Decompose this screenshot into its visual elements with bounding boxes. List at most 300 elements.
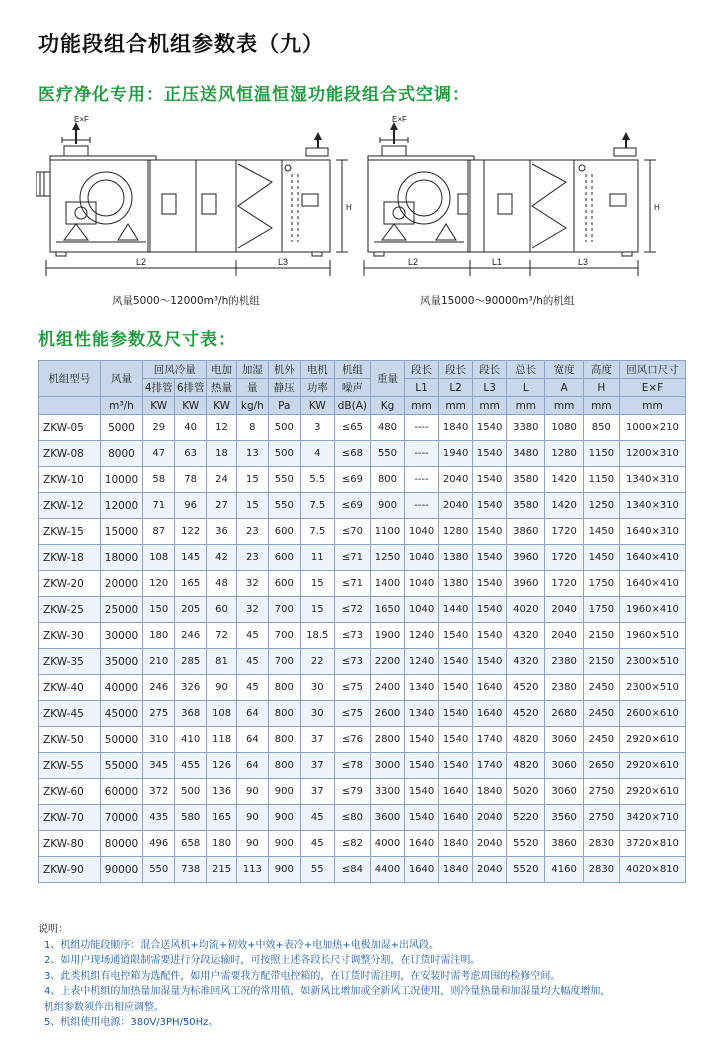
table-cell: 1740 — [473, 727, 507, 753]
table-cell: 1450 — [583, 545, 619, 571]
table-cell: 145 — [175, 545, 207, 571]
table-cell: 1840 — [439, 831, 473, 857]
col-noise-2: 噪声 — [334, 379, 370, 397]
table-cell: 1450 — [583, 519, 619, 545]
table-cell: 1640 — [439, 779, 473, 805]
table-cell: 5000 — [100, 415, 143, 441]
table-cell: 45000 — [100, 701, 143, 727]
table-cell: 1840 — [473, 779, 507, 805]
table-cell: 126 — [207, 753, 237, 779]
col-l3-2: L3 — [473, 379, 507, 397]
model-cell: ZKW-55 — [39, 753, 101, 779]
table-cell: 2040 — [473, 831, 507, 857]
note-item: 机组参数须作出相应调整。 — [44, 1001, 164, 1013]
table-cell: 15 — [300, 597, 334, 623]
table-cell: 24 — [207, 467, 237, 493]
note-item: 3、此类机组有电控箱为选配件，如用户需要我方配带电控箱的，在订货时需注明，在安装时需考虑周围的检修空间。 — [44, 970, 561, 982]
table-cell: 1420 — [545, 467, 583, 493]
l2-label: L2 — [136, 257, 147, 267]
model-cell: ZKW-05 — [39, 415, 101, 441]
table-cell: 1640 — [439, 805, 473, 831]
table-cell: 1960×510 — [619, 623, 685, 649]
table-row — [39, 597, 686, 623]
table-cell: 1100 — [370, 519, 404, 545]
table-cell: 30 — [300, 675, 334, 701]
table-cell: ≤72 — [334, 597, 370, 623]
table-cell: 700 — [268, 649, 300, 675]
table-cell: 2150 — [583, 649, 619, 675]
table-cell: 81 — [207, 649, 237, 675]
table-cell: 90 — [236, 779, 268, 805]
model-cell: ZKW-35 — [39, 649, 101, 675]
table-cell: 2450 — [583, 675, 619, 701]
unit-heat: KW — [207, 397, 237, 415]
unit-exf: mm — [619, 397, 685, 415]
model-cell: ZKW-15 — [39, 519, 101, 545]
table-cell: 550 — [268, 467, 300, 493]
table-cell: 1540 — [405, 779, 439, 805]
table-cell: 113 — [236, 857, 268, 883]
table-cell: 2400 — [370, 675, 404, 701]
col-l1-2: L1 — [405, 379, 439, 397]
table-cell: 4 — [300, 441, 334, 467]
table-cell: 15 — [236, 493, 268, 519]
note-item: 1、机组功能段顺序：混合送风机+均流+初效+中效+表冷+电加热+电极加湿+出风段。 — [44, 939, 440, 951]
table-cell: 1540 — [473, 571, 507, 597]
table-cell: 480 — [370, 415, 404, 441]
table-cell: 108 — [143, 545, 175, 571]
table-cell: 90000 — [100, 857, 143, 883]
table-cell: 1340×310 — [619, 493, 685, 519]
table-cell: 1640×410 — [619, 571, 685, 597]
col-w-2: A — [545, 379, 583, 397]
col-w: 宽度 — [545, 361, 583, 379]
table-cell: 1420 — [545, 493, 583, 519]
table-cell: 738 — [175, 857, 207, 883]
model-cell: ZKW-40 — [39, 675, 101, 701]
table-row — [39, 493, 686, 519]
table-cell: 1540 — [473, 545, 507, 571]
table-cell: 2680 — [545, 701, 583, 727]
table-cell: 1540 — [473, 519, 507, 545]
table-cell: 3560 — [545, 805, 583, 831]
table-cell: ≤75 — [334, 701, 370, 727]
table-cell: 4820 — [507, 753, 545, 779]
table-cell: 3060 — [545, 753, 583, 779]
table-cell: 2750 — [583, 779, 619, 805]
table-cell: 1400 — [370, 571, 404, 597]
table-cell: 1000×210 — [619, 415, 685, 441]
table-cell: 47 — [143, 441, 175, 467]
table-cell: 2600 — [370, 701, 404, 727]
table-cell: 4320 — [507, 649, 545, 675]
table-cell: 600 — [268, 545, 300, 571]
table-cell: 2920×610 — [619, 727, 685, 753]
table-cell: 1540 — [473, 467, 507, 493]
table-cell: 4020 — [507, 597, 545, 623]
table-row — [39, 519, 686, 545]
table-cell: 64 — [236, 727, 268, 753]
table-cell: 150 — [143, 597, 175, 623]
table-cell: 3580 — [507, 467, 545, 493]
table-cell: 15 — [300, 571, 334, 597]
table-cell: 2380 — [545, 675, 583, 701]
model-cell: ZKW-08 — [39, 441, 101, 467]
table-cell: 70000 — [100, 805, 143, 831]
table-cell: 1240 — [405, 649, 439, 675]
table-cell: 700 — [268, 597, 300, 623]
table-cell: 122 — [175, 519, 207, 545]
table-cell: 1540 — [473, 623, 507, 649]
table-cell: 32 — [236, 571, 268, 597]
table-cell: 800 — [370, 467, 404, 493]
table-row — [39, 675, 686, 701]
table-cell: 3000 — [370, 753, 404, 779]
unit-l2: mm — [439, 397, 473, 415]
table-cell: 1540 — [405, 727, 439, 753]
table-cell: 3860 — [545, 831, 583, 857]
table-cell: 800 — [268, 675, 300, 701]
table-cell: ≤79 — [334, 779, 370, 805]
table-cell: 7.5 — [300, 493, 334, 519]
model-cell: ZKW-70 — [39, 805, 101, 831]
table-cell: 1900 — [370, 623, 404, 649]
note-item: 2、如用户现场通道限制需要进行分段运输时，可按照上述各段长尺寸调整分割，在订货时需注明。 — [44, 955, 481, 966]
table-cell: 3060 — [545, 727, 583, 753]
unit-airflow: m³/h — [100, 397, 143, 415]
table-cell: 1750 — [583, 571, 619, 597]
page-subtitle: 医疗净化专用：正压送风恒温恒湿功能段组合式空调： — [38, 85, 470, 105]
table-cell: 45 — [236, 675, 268, 701]
table-cell: 1540 — [405, 805, 439, 831]
table-cell: 165 — [175, 571, 207, 597]
table-cell: 72 — [207, 623, 237, 649]
h-label: H — [654, 203, 660, 212]
table-cell: ---- — [405, 493, 439, 519]
table-cell: 29 — [143, 415, 175, 441]
table-cell: 64 — [236, 701, 268, 727]
table-cell: 1640×410 — [619, 545, 685, 571]
table-cell: 23 — [236, 519, 268, 545]
table-cell: 165 — [207, 805, 237, 831]
table-row — [39, 441, 686, 467]
table-cell: 435 — [143, 805, 175, 831]
table-cell: 18000 — [100, 545, 143, 571]
table-cell: 5520 — [507, 857, 545, 883]
table-cell: 500 — [175, 779, 207, 805]
col-exf: 回风口尺寸 — [619, 361, 685, 379]
table-cell: ≤73 — [334, 623, 370, 649]
table-cell: 310 — [143, 727, 175, 753]
table-cell: 27 — [207, 493, 237, 519]
table-cell: 410 — [175, 727, 207, 753]
model-cell: ZKW-90 — [39, 857, 101, 883]
table-cell: 1540 — [473, 415, 507, 441]
table-row — [39, 831, 686, 857]
col-l2-2: L2 — [439, 379, 473, 397]
table-cell: 11 — [300, 545, 334, 571]
col-h-2: H — [583, 379, 619, 397]
table-cell: 1640×310 — [619, 519, 685, 545]
table-cell: 550 — [268, 493, 300, 519]
model-cell: ZKW-60 — [39, 779, 101, 805]
table-cell: 4520 — [507, 701, 545, 727]
table-cell: 1540 — [439, 753, 473, 779]
table-cell: ≤69 — [334, 467, 370, 493]
unit-model — [39, 397, 101, 415]
table-cell: 3380 — [507, 415, 545, 441]
table-cell: 5220 — [507, 805, 545, 831]
table-cell: 1380 — [439, 545, 473, 571]
table-cell: 285 — [175, 649, 207, 675]
table-cell: 30 — [300, 701, 334, 727]
table-cell: 25000 — [100, 597, 143, 623]
unit-l: mm — [507, 397, 545, 415]
l3-label: L3 — [578, 257, 589, 267]
model-cell: ZKW-30 — [39, 623, 101, 649]
col-weight: 重量 — [370, 361, 404, 397]
table-cell: 4020×810 — [619, 857, 685, 883]
table-cell: 580 — [175, 805, 207, 831]
table-cell: 1040 — [405, 571, 439, 597]
col-sp-2: 静压 — [268, 379, 300, 397]
table-cell: 4320 — [507, 623, 545, 649]
table-cell: 4400 — [370, 857, 404, 883]
table-cell: 40 — [175, 415, 207, 441]
col-cooling: 回风冷量 — [143, 361, 207, 379]
table-cell: ≤76 — [334, 727, 370, 753]
table-cell: 500 — [268, 441, 300, 467]
table-cell: 118 — [207, 727, 237, 753]
table-cell: 2040 — [545, 623, 583, 649]
exf-label: E×F — [392, 115, 407, 124]
table-cell: 22 — [300, 649, 334, 675]
table-cell: 1540 — [473, 493, 507, 519]
table-cell: 90 — [236, 831, 268, 857]
table-cell: 3480 — [507, 441, 545, 467]
table-cell: 205 — [175, 597, 207, 623]
col-sp: 机外 — [268, 361, 300, 379]
table-cell: 3960 — [507, 571, 545, 597]
col-hum-2: 量 — [236, 379, 268, 397]
table-row — [39, 753, 686, 779]
table-row — [39, 701, 686, 727]
table-cell: ≤71 — [334, 545, 370, 571]
table-cell: 20000 — [100, 571, 143, 597]
table-cell: 15000 — [100, 519, 143, 545]
table-cell: 55 — [300, 857, 334, 883]
col-heat-2: 热量 — [207, 379, 237, 397]
table-row — [39, 779, 686, 805]
table-cell: 1280 — [439, 519, 473, 545]
table-cell: 1340×310 — [619, 467, 685, 493]
table-cell: 496 — [143, 831, 175, 857]
table-cell: 78 — [175, 467, 207, 493]
exf-label: E×F — [74, 115, 89, 124]
unit-sp: Pa — [268, 397, 300, 415]
table-cell: 1540 — [439, 701, 473, 727]
header-row-1 — [39, 361, 686, 379]
table-cell: 210 — [143, 649, 175, 675]
table-cell: 1280 — [545, 441, 583, 467]
table-cell: 108 — [207, 701, 237, 727]
table-cell: 45 — [236, 623, 268, 649]
table-cell: 136 — [207, 779, 237, 805]
table-cell: 35000 — [100, 649, 143, 675]
unit-l1: mm — [405, 397, 439, 415]
table-cell: 500 — [268, 415, 300, 441]
table-cell: 10000 — [100, 467, 143, 493]
table-cell: 3720×810 — [619, 831, 685, 857]
table-cell: 2830 — [583, 857, 619, 883]
table-cell: 180 — [143, 623, 175, 649]
notes — [38, 922, 610, 1031]
col-airflow: 风量 — [100, 361, 143, 397]
table-row — [39, 415, 686, 441]
table-cell: 900 — [268, 831, 300, 857]
table-cell: 1720 — [545, 545, 583, 571]
table-cell: 1640 — [405, 831, 439, 857]
table-cell: 3 — [300, 415, 334, 441]
unit-w: mm — [545, 397, 583, 415]
unit-motor: KW — [300, 397, 334, 415]
table-cell: 275 — [143, 701, 175, 727]
section-title: 机组性能参数及尺寸表： — [38, 330, 236, 350]
table-cell: 372 — [143, 779, 175, 805]
table-cell: 8000 — [100, 441, 143, 467]
table-cell: ≤68 — [334, 441, 370, 467]
table-cell: 1250 — [583, 493, 619, 519]
table-cell: 2830 — [583, 831, 619, 857]
table-cell: 37 — [300, 753, 334, 779]
col-l: 总长 — [507, 361, 545, 379]
table-cell: 700 — [268, 623, 300, 649]
table-cell: 2040 — [473, 857, 507, 883]
table-row — [39, 857, 686, 883]
table-cell: 800 — [268, 753, 300, 779]
table-cell: 1150 — [583, 441, 619, 467]
diagram-caption-large: 风量15000～90000m³/h的机组 — [420, 295, 575, 307]
table-cell: 4160 — [545, 857, 583, 883]
table-cell: 40000 — [100, 675, 143, 701]
table-cell: 45 — [300, 831, 334, 857]
table-cell: 800 — [268, 701, 300, 727]
table-cell: 3300 — [370, 779, 404, 805]
model-cell: ZKW-80 — [39, 831, 101, 857]
table-cell: 658 — [175, 831, 207, 857]
table-cell: 1540 — [439, 649, 473, 675]
table-cell: 96 — [175, 493, 207, 519]
table-cell: 1840 — [439, 857, 473, 883]
table-cell: 87 — [143, 519, 175, 545]
col-row6: 6排管 — [175, 379, 207, 397]
table-row — [39, 467, 686, 493]
table-cell: 90 — [207, 675, 237, 701]
table-cell: 1940 — [439, 441, 473, 467]
table-cell: 2920×610 — [619, 753, 685, 779]
table-cell: 2040 — [439, 493, 473, 519]
table-cell: 37 — [300, 727, 334, 753]
table-cell: 345 — [143, 753, 175, 779]
table-cell: 36 — [207, 519, 237, 545]
table-cell: ≤69 — [334, 493, 370, 519]
diagram-caption-small: 风量5000～12000m³/h的机组 — [112, 295, 260, 307]
table-cell: 45 — [236, 649, 268, 675]
table-row — [39, 623, 686, 649]
table-cell: 37 — [300, 779, 334, 805]
table-cell: 55000 — [100, 753, 143, 779]
table-cell: ≤65 — [334, 415, 370, 441]
table-cell: 18.5 — [300, 623, 334, 649]
table-cell: 2600×610 — [619, 701, 685, 727]
table-cell: 1720 — [545, 571, 583, 597]
unit-weight: Kg — [370, 397, 404, 415]
table-cell: 60000 — [100, 779, 143, 805]
table-cell: ≤80 — [334, 805, 370, 831]
table-cell: 850 — [583, 415, 619, 441]
table-cell: 246 — [175, 623, 207, 649]
model-cell: ZKW-50 — [39, 727, 101, 753]
table-row — [39, 571, 686, 597]
table-cell: 2200 — [370, 649, 404, 675]
table-cell: 1340 — [405, 701, 439, 727]
table-cell: 7.5 — [300, 519, 334, 545]
table-cell: 8 — [236, 415, 268, 441]
table-cell: 3420×710 — [619, 805, 685, 831]
unit-diagram-small — [36, 110, 356, 290]
table-cell: 23 — [236, 545, 268, 571]
table-cell: 1840 — [439, 415, 473, 441]
table-cell: 900 — [370, 493, 404, 519]
model-cell: ZKW-20 — [39, 571, 101, 597]
notes-title: 说明： — [38, 924, 68, 935]
table-cell: ≤75 — [334, 675, 370, 701]
table-cell: 1640 — [405, 857, 439, 883]
table-cell: 2040 — [473, 805, 507, 831]
table-cell: 1540 — [473, 597, 507, 623]
col-l3: 段长 — [473, 361, 507, 379]
table-cell: 13 — [236, 441, 268, 467]
note-item: 4、上表中机组的加热量加湿量为标准回风工况的常用值，如新风比增加或全新风工况使用，则冷量热量和加湿量均大幅度增加， — [44, 986, 611, 997]
table-cell: 550 — [370, 441, 404, 467]
unit-hum: kg/h — [236, 397, 268, 415]
table-cell: 1240 — [405, 623, 439, 649]
table-cell: 1040 — [405, 545, 439, 571]
table-cell: 600 — [268, 519, 300, 545]
table-cell: 1380 — [439, 571, 473, 597]
table-row — [39, 649, 686, 675]
table-cell: 45 — [300, 805, 334, 831]
table-cell: 42 — [207, 545, 237, 571]
table-cell: 2300×510 — [619, 649, 685, 675]
table-cell: 1540 — [473, 649, 507, 675]
col-l1: 段长 — [405, 361, 439, 379]
table-cell: 1040 — [405, 597, 439, 623]
table-cell: 1440 — [439, 597, 473, 623]
table-cell: 1540 — [439, 727, 473, 753]
col-motor-2: 功率 — [300, 379, 334, 397]
table-cell: ≤73 — [334, 649, 370, 675]
unit-diagram-large — [360, 110, 680, 290]
col-l-2: L — [507, 379, 545, 397]
col-heat: 电加 — [207, 361, 237, 379]
table-cell: 48 — [207, 571, 237, 597]
note-item: 5、机组使用电源：380V/3PH/50Hz。 — [44, 1017, 219, 1028]
table-cell: 368 — [175, 701, 207, 727]
table-cell: 2450 — [583, 727, 619, 753]
col-row4: 4排管 — [143, 379, 175, 397]
table-cell: 1540 — [473, 441, 507, 467]
